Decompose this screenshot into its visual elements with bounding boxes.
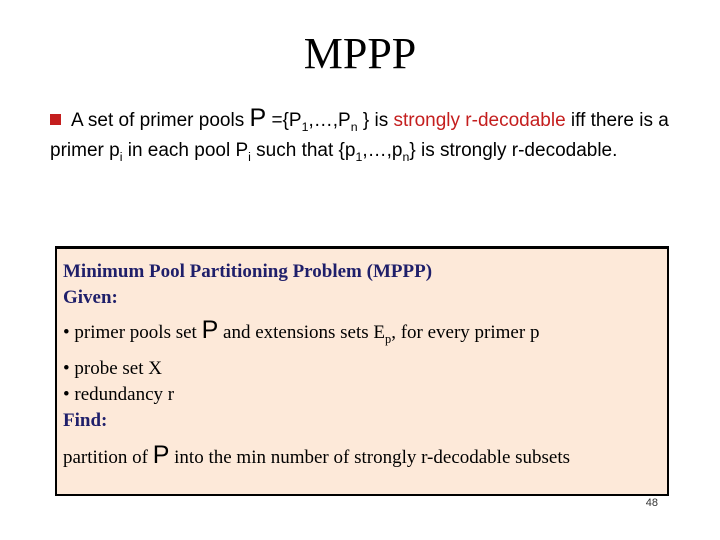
pool-set-symbol: P [249, 104, 267, 132]
find-label: Find: [63, 409, 108, 431]
slide-title: MPPP [303, 29, 417, 78]
given-label: Given: [63, 287, 118, 308]
definition-text-1: A set of primer pools [71, 110, 245, 131]
given-item-probes: • probe set X [63, 357, 162, 379]
pool-set-symbol: P [201, 316, 219, 344]
pool-set-symbol: P [152, 440, 170, 469]
square-bullet-icon [50, 114, 61, 125]
highlighted-term: strongly r-decodable [393, 110, 566, 131]
find-text: partition of P into the min number of strongly r-decodable subsets [63, 440, 571, 469]
page-number: 48 [645, 497, 658, 509]
problem-heading: Minimum Pool Partitioning Problem (MPPP) [63, 261, 433, 282]
problem-box [55, 246, 669, 496]
given-item-pools: • primer pools set P and extensions sets $E_p$, for every primer p [63, 316, 540, 346]
given-item-redundancy: • redundancy r [63, 383, 175, 405]
definition-paragraph: A set of primer pools $P =\{P_1,\dots,P_n$ } is strongly r-decodable iff there is a primer $p_i$ in each pool $P_i$ such that $\{p_1,\dots,p_n\}$ is strongly r-decodable. [50, 104, 669, 164]
